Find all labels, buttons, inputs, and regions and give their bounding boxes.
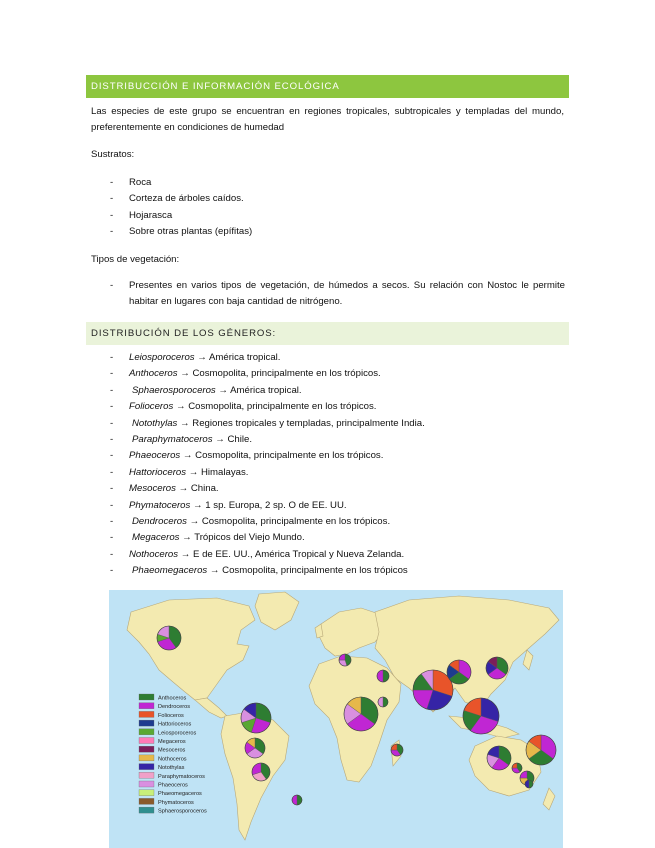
legend-swatch [139, 755, 154, 761]
genus-distribution: Cosmopolita, principalmente en los trópicos. [195, 450, 384, 462]
legend-label: Paraphymatoceros [158, 773, 205, 780]
genus-item [110, 383, 565, 399]
legend-label: Mesoceros [158, 747, 186, 754]
arrow-icon: → [182, 450, 193, 462]
legend-swatch [139, 694, 154, 700]
arrow-icon: → [215, 434, 225, 446]
vegetacion-list [110, 278, 565, 311]
genus-name: Paraphymatoceros [132, 434, 213, 446]
pie-india [413, 670, 453, 710]
genus-item [110, 481, 565, 497]
arrow-icon: → [180, 368, 190, 380]
genus-name: Phaeoceros [129, 450, 181, 462]
legend-swatch [139, 781, 154, 787]
genus-name: Phymatoceros [129, 499, 191, 511]
arrow-icon: → [218, 384, 228, 396]
genus-name: Dendroceros [132, 516, 187, 528]
legend-label: Megaceros [158, 739, 186, 745]
genus-name: Nothoceros [129, 548, 179, 560]
section-header-genera: DISTRIBUCIÓN DE LOS GÉNEROS: [86, 322, 569, 345]
genus-distribution: 1 sp. Europa, 2 sp. O de EE. UU. [205, 499, 347, 511]
pie-new-zealand [526, 735, 556, 765]
legend-swatch [139, 703, 154, 709]
arrow-icon: → [197, 352, 207, 363]
list-item: - Hojarasca [110, 208, 565, 224]
list-item: - Corteza de árboles caídos. [110, 191, 565, 207]
legend-label: Notothylas [158, 765, 185, 772]
genus-distribution: Himalayas. [201, 466, 249, 478]
legend-swatch [139, 746, 154, 752]
arrow-icon: → [193, 499, 203, 511]
pie-europe [339, 654, 351, 666]
pie-africa-west [344, 697, 378, 731]
legend-swatch [139, 772, 154, 778]
pie-mid-east [378, 697, 388, 707]
sustratos-label: Sustratos: [91, 149, 135, 160]
intro-paragraph: Las especies de este grupo se encuentran en regiones tropicales, subtropicales y templadas del mundo, preferentemente en condiciones de humedad [91, 106, 564, 133]
legend-swatch [139, 798, 154, 804]
legend-swatch [139, 720, 154, 726]
world-distribution-map [109, 590, 563, 848]
legend-label: Phaeomegaceros [158, 791, 202, 798]
genus-item [110, 547, 565, 563]
legend-swatch [139, 764, 154, 770]
arrow-icon: → [182, 532, 192, 544]
genus-name: Phaeomegaceros [132, 565, 208, 577]
genus-distribution: Trópicos del Viejo Mundo. [194, 532, 305, 544]
genus-distribution: Cosmopolita, principalmente en los trópicos. [201, 516, 391, 528]
genus-item [110, 514, 565, 530]
pie-ethiopia [377, 670, 389, 682]
list-item: - Roca [110, 175, 565, 191]
genus-item [110, 530, 565, 546]
arrow-icon: → [175, 401, 186, 413]
genera-list [110, 350, 565, 580]
legend-swatch [139, 807, 154, 813]
pie-south-america-south [252, 763, 270, 781]
legend-swatch [139, 790, 154, 796]
genus-item [110, 563, 565, 579]
genus-name: Hattorioceros [129, 466, 187, 478]
genus-name: Notothylas [132, 417, 178, 429]
pie-pacific-islands [512, 763, 522, 773]
pie-east-asia [486, 657, 508, 679]
genus-item [110, 366, 565, 382]
genus-distribution: América tropical. [230, 384, 302, 396]
genus-distribution: Cosmopolita, principalmente en los trópicos. [192, 368, 381, 380]
legend-label: Folioceros [158, 712, 184, 719]
genus-distribution: América tropical. [209, 352, 281, 363]
pie-falklands [292, 795, 302, 805]
genus-distribution: Chile. [227, 434, 252, 446]
legend-label: Phymatoceros [158, 799, 194, 806]
legend-label: Hattorioceros [158, 721, 192, 728]
genus-distribution: China. [190, 483, 219, 495]
arrow-icon: → [188, 466, 199, 478]
genus-distribution: Cosmopolita, principalmente en los trópicos [222, 565, 408, 577]
genus-name: Anthoceros [129, 368, 178, 380]
arrow-icon: → [189, 516, 200, 528]
legend-label: Nothoceros [158, 756, 187, 763]
genus-item [110, 448, 565, 464]
arrow-icon: → [180, 417, 190, 429]
genus-name: Mesoceros [129, 483, 176, 495]
section-header-distribution: DISTRIBUCCIÓN E INFORMACIÓN ECOLÓGICA [86, 75, 569, 98]
vegetacion-label: Tipos de vegetación: [91, 254, 180, 265]
sustratos-list [110, 175, 565, 241]
pie-south-america-north [241, 703, 271, 733]
genus-item [110, 432, 565, 448]
arrow-icon: → [178, 483, 189, 495]
genus-item [110, 498, 565, 514]
genus-item [110, 350, 565, 366]
pie-tasmania [525, 780, 533, 788]
legend-swatch [139, 711, 154, 717]
pie-south-america-andes [245, 738, 265, 758]
map-figure [109, 590, 563, 848]
pie-north-america [157, 626, 181, 650]
pie-australia-north [487, 746, 511, 770]
legend-label: Leiosporoceros [158, 730, 197, 737]
legend-swatch [139, 729, 154, 735]
pie-southeast-asia [463, 698, 499, 734]
list-item: - Presentes en varios tipos de vegetación, de húmedos a secos. Su relación con Nostoc le permite habitar en lugares con baja cantidad de nitrógeno. [110, 278, 565, 311]
genus-distribution: E de EE. UU., América Tropical y Nueva Zelanda. [193, 548, 405, 560]
genus-item [110, 416, 565, 432]
genus-distribution: Regiones tropicales y templadas, principalmente India. [192, 417, 425, 429]
list-item: - Sobre otras plantas (epífitas) [110, 224, 565, 240]
legend-label: Anthoceros [158, 695, 187, 702]
arrow-icon: → [209, 565, 220, 577]
pie-madagascar [391, 744, 403, 756]
legend-label: Dendroceros [158, 704, 191, 711]
genus-name: Leiosporoceros [129, 352, 195, 363]
genus-distribution: Cosmopolita, principalmente en los trópicos. [188, 401, 377, 413]
legend-swatch [139, 738, 154, 744]
genus-item [110, 465, 565, 481]
genus-name: Megaceros [132, 532, 180, 544]
pie-himalaya [447, 660, 471, 684]
arrow-icon: → [180, 548, 191, 560]
legend-label: Phaeoceros [158, 782, 188, 789]
legend-label: Sphaerosporoceros [158, 808, 207, 815]
genus-item [110, 399, 565, 415]
genus-name: Sphaerosporoceros [132, 384, 216, 396]
genus-name: Folioceros [129, 401, 174, 413]
